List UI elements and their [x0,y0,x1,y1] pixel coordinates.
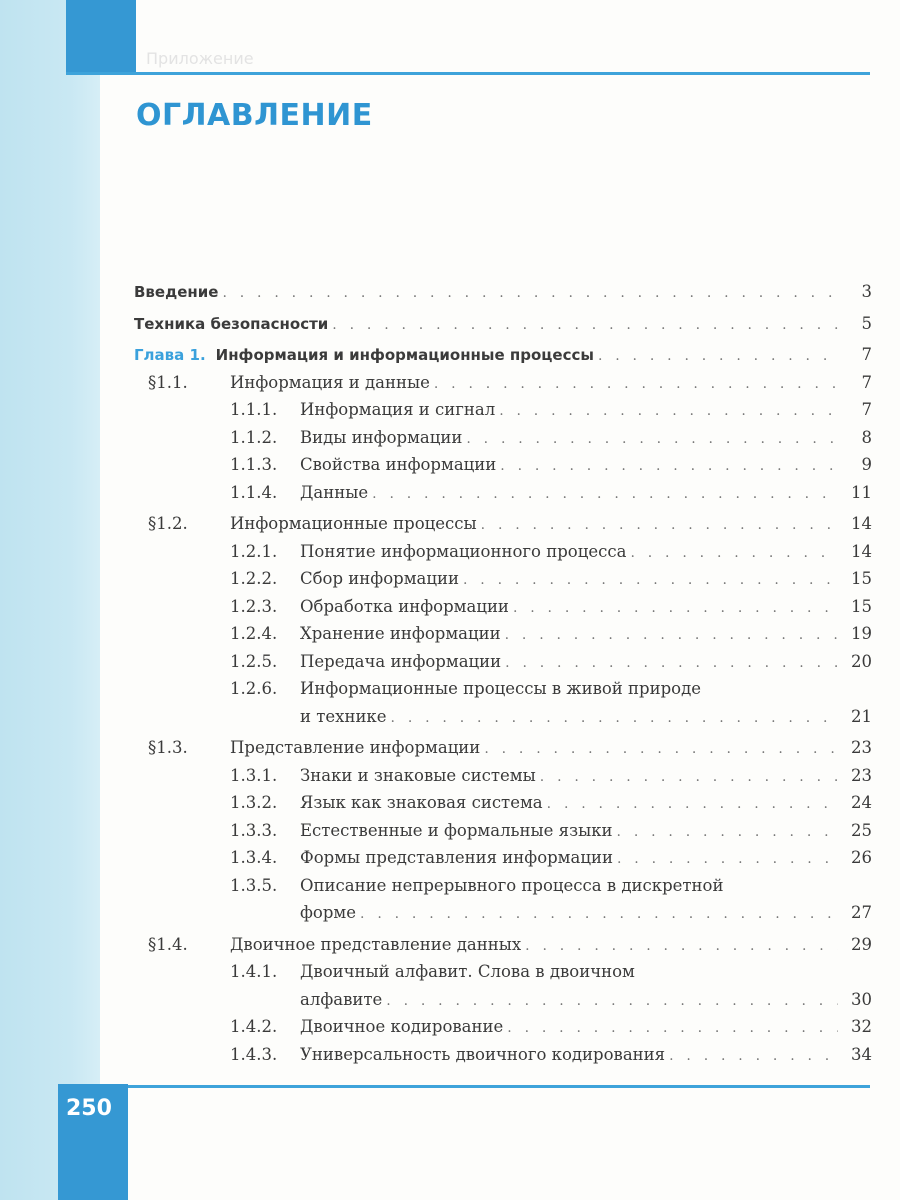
toc-label: Хранение информации [300,624,501,643]
subsection-number: 1.1.2. [230,427,278,447]
footer-rule [128,1085,870,1088]
toc-entry-section[interactable] [134,369,872,397]
toc-page: 24 [851,793,872,812]
dot-leader [540,764,838,792]
dot-leader [630,540,838,568]
toc-page: 21 [851,706,872,726]
subsection-number: 1.2.5. [230,651,278,671]
dot-leader [386,988,838,1016]
toc-entry-subsection[interactable] [134,762,872,790]
toc-entry-subsection[interactable] [134,620,872,648]
toc-entry-subsection[interactable] [134,817,872,845]
toc-label: Обработка информации [300,596,509,616]
subsection-number: 1.3.4. [230,848,278,867]
toc-label-continuation: алфавите [300,986,386,1014]
header-color-block [66,0,136,74]
toc-page: 3 [861,282,872,301]
toc-label: Двоичное кодирование [300,1017,504,1036]
toc-entry-subsection[interactable] [134,424,872,452]
toc-page: 7 [861,372,872,392]
toc-entry-subsection-line2[interactable] [134,899,872,927]
dot-leader [463,567,838,595]
toc-entry-subsection-line1[interactable] [134,872,872,900]
toc-page: 9 [861,455,872,474]
dot-leader [466,426,838,454]
toc-entry-subsection-line2[interactable] [134,703,872,731]
toc-page: 11 [851,482,872,502]
toc-label: Описание непрерывного процесса в дискретной [300,875,724,895]
toc-page: 34 [851,1044,872,1064]
toc-label-continuation: форме [300,899,360,927]
dot-leader [669,1043,838,1071]
running-head-ghost: Приложение [146,49,254,68]
dot-leader [547,791,838,819]
subsection-number: 1.4.1. [230,962,278,981]
subsection-number: 1.3.2. [230,793,278,812]
toc-entry-chapter-1[interactable] [134,341,872,369]
toc-entry-subsection[interactable] [134,789,872,817]
subsection-number: 1.3.3. [230,820,278,840]
toc-label: Введение [134,279,222,307]
toc-label: Формы представления информации [300,848,613,867]
toc-label: Представление информации [230,738,481,757]
toc-label: Двоичный алфавит. Слова в двоичном [300,962,635,981]
toc-entry-section[interactable] [134,734,872,762]
toc-label: Естественные и формальные языки [300,820,613,840]
dot-leader [500,453,838,481]
toc-label: Информация и данные [230,372,430,392]
toc-label: Информационные процессы в живой природе [300,679,702,698]
toc-label: Передача информации [300,651,502,671]
dot-leader [617,819,838,847]
dot-leader [507,1015,838,1043]
toc-entry-subsection-line1[interactable] [134,675,872,703]
subsection-number: 1.1.4. [230,482,278,502]
section-number: §1.3. [148,738,188,757]
subsection-number: 1.2.2. [230,569,278,588]
toc-page: 14 [851,541,872,561]
dot-leader [499,398,838,426]
dot-leader [434,371,838,399]
toc-page: 19 [851,624,872,643]
section-number: §1.1. [148,372,188,392]
toc-entry-subsection[interactable] [134,565,872,593]
toc-entry-safety[interactable] [134,310,872,338]
toc-label: Виды информации [300,427,463,447]
toc-label: Свойства информации [300,455,497,474]
toc-label: Язык как знаковая система [300,793,543,812]
page-title: ОГЛАВЛЕНИЕ [136,98,373,133]
dot-leader [617,846,838,874]
toc-label: Понятие информационного процесса [300,541,627,561]
toc-label: Двоичное представление данных [230,934,522,954]
dot-leader [360,901,838,929]
subsection-number: 1.2.3. [230,596,278,616]
subsection-number: 1.4.3. [230,1044,278,1064]
header-rule [66,72,870,75]
toc-page: 5 [861,313,872,333]
subsection-number: 1.2.1. [230,541,278,561]
toc-entry-section[interactable] [134,510,872,538]
toc-page: 32 [851,1017,872,1036]
toc-label: Сбор информации [300,569,459,588]
section-number: §1.2. [148,514,188,533]
subsection-number: 1.1.1. [230,400,278,419]
toc-entry-subsection[interactable] [134,593,872,621]
toc-label: Универсальность двоичного кодирования [300,1044,666,1064]
toc-entry-subsection[interactable] [134,479,872,507]
toc-entry-subsection[interactable] [134,648,872,676]
dot-leader [513,595,838,623]
toc-page: 7 [861,400,872,419]
dot-leader [505,650,838,678]
dot-leader [484,736,838,764]
dot-leader [525,933,838,961]
toc-page: 7 [861,345,872,364]
dot-leader [332,312,838,340]
toc-entry-subsection[interactable] [134,1013,872,1041]
toc-page: 14 [851,514,872,533]
toc-entry-subsection[interactable] [134,538,872,566]
subsection-number: 1.3.1. [230,765,278,785]
toc-page: 20 [851,651,872,671]
dot-leader [598,343,838,371]
toc-page: 27 [851,903,872,922]
toc-entry-section[interactable] [134,931,872,959]
dot-leader [372,481,838,509]
dot-leader [391,705,838,733]
table-of-contents [134,278,872,1068]
toc-page: 26 [851,848,872,867]
toc-label-continuation: и технике [300,703,391,731]
dot-leader [222,280,838,308]
toc-entry-subsection[interactable] [134,1041,872,1069]
toc-page: 23 [851,738,872,757]
dot-leader [505,622,838,650]
subsection-number: 1.2.4. [230,624,278,643]
toc-page: 23 [851,765,872,785]
toc-page: 8 [861,427,872,447]
page-number: 250 [66,1096,112,1121]
chapter-prefix: Глава 1. [134,346,206,364]
toc-page: 25 [851,820,872,840]
toc-page: 29 [851,934,872,954]
subsection-number: 1.3.5. [230,875,278,895]
left-margin-band [0,0,100,1200]
toc-label: Информационные процессы [230,514,477,533]
toc-label: Информация и сигнал [300,400,496,419]
toc-label: Знаки и знаковые системы [300,765,536,785]
subsection-number: 1.2.6. [230,679,278,698]
section-number: §1.4. [148,934,188,954]
toc-label: Данные [300,482,369,502]
toc-entry-subsection-line2[interactable] [134,986,872,1014]
toc-label: Техника безопасности [134,311,332,339]
toc-entry-subsection[interactable] [134,844,872,872]
dot-leader [481,512,838,540]
toc-page: 15 [851,569,872,588]
toc-page: 15 [851,596,872,616]
toc-page: 30 [851,989,872,1009]
toc-entry-subsection[interactable] [134,396,872,424]
toc-entry-intro[interactable] [134,278,872,306]
toc-label: Информация и информационные процессы [215,346,594,364]
subsection-number: 1.4.2. [230,1017,278,1036]
subsection-number: 1.1.3. [230,455,278,474]
toc-entry-subsection[interactable] [134,451,872,479]
toc-entry-subsection-line1[interactable] [134,958,872,986]
